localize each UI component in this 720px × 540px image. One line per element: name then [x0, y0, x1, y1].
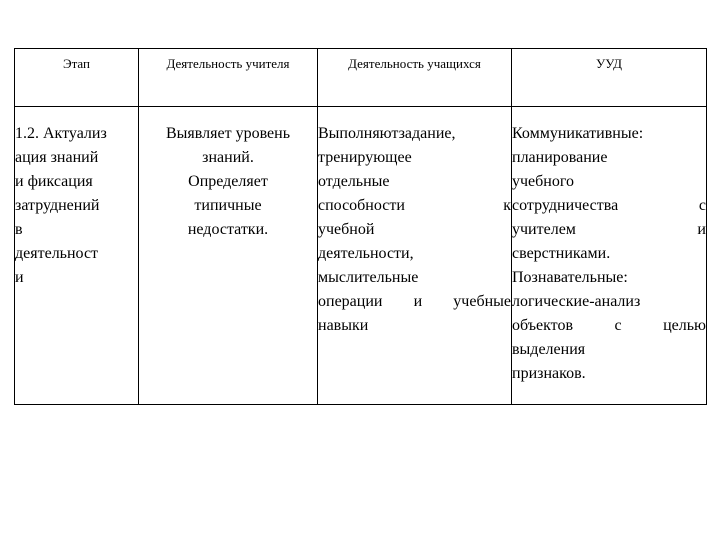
- students-line: Выполняютзадание,: [318, 125, 456, 142]
- stage-line: 1.2. Актуализ: [15, 125, 107, 142]
- header-uud: УУД: [512, 49, 707, 107]
- uud-line: сотрудничества с: [512, 197, 706, 214]
- students-line: тренирующее: [318, 149, 412, 166]
- stage-line: затруднений: [15, 197, 100, 214]
- cell-stage: [15, 107, 139, 405]
- teacher-line: Определяет: [188, 173, 268, 190]
- teacher-line: знаний.: [202, 149, 254, 166]
- uud-line: сверстниками.: [512, 245, 611, 262]
- students-line: мыслительные: [318, 269, 419, 286]
- stage-line: деятельност: [15, 245, 99, 262]
- lesson-stage-table: [14, 48, 707, 405]
- cell-students-activity: [318, 107, 512, 405]
- header-teacher-activity: Деятельность учителя: [139, 49, 318, 107]
- teacher-line: Выявляет уровень: [166, 125, 290, 142]
- students-line: отдельные: [318, 173, 390, 190]
- students-line: операции и учебные: [318, 293, 511, 310]
- stage-line: и фиксация: [15, 173, 93, 190]
- uud-line: планирование: [512, 149, 608, 166]
- students-line: деятельности,: [318, 245, 414, 262]
- stage-line: в: [15, 221, 23, 238]
- uud-line: Коммуникативные:: [512, 125, 644, 142]
- teacher-line: типичные: [194, 197, 262, 214]
- stage-line: и: [15, 269, 24, 286]
- table-row: [15, 107, 707, 405]
- uud-line: логические-анализ: [512, 293, 641, 310]
- cell-uud: [512, 107, 707, 405]
- header-students-activity: Деятельность учащихся: [318, 49, 512, 107]
- uud-line: объектов с целью: [512, 317, 706, 334]
- uud-line: учебного: [512, 173, 575, 190]
- uud-line: Познавательные:: [512, 269, 628, 286]
- uud-line: выделения: [512, 341, 586, 358]
- students-line: учебной: [318, 221, 375, 238]
- students-line: способности к: [318, 197, 511, 214]
- uud-line: учителем и: [512, 221, 706, 238]
- students-line: навыки: [318, 317, 369, 334]
- cell-teacher-activity: [139, 107, 318, 405]
- table-header-row: [15, 49, 707, 107]
- stage-line: ация знаний: [15, 149, 99, 166]
- header-stage: Этап: [15, 49, 139, 107]
- teacher-line: недостатки.: [187, 221, 269, 238]
- uud-line: признаков.: [512, 365, 586, 382]
